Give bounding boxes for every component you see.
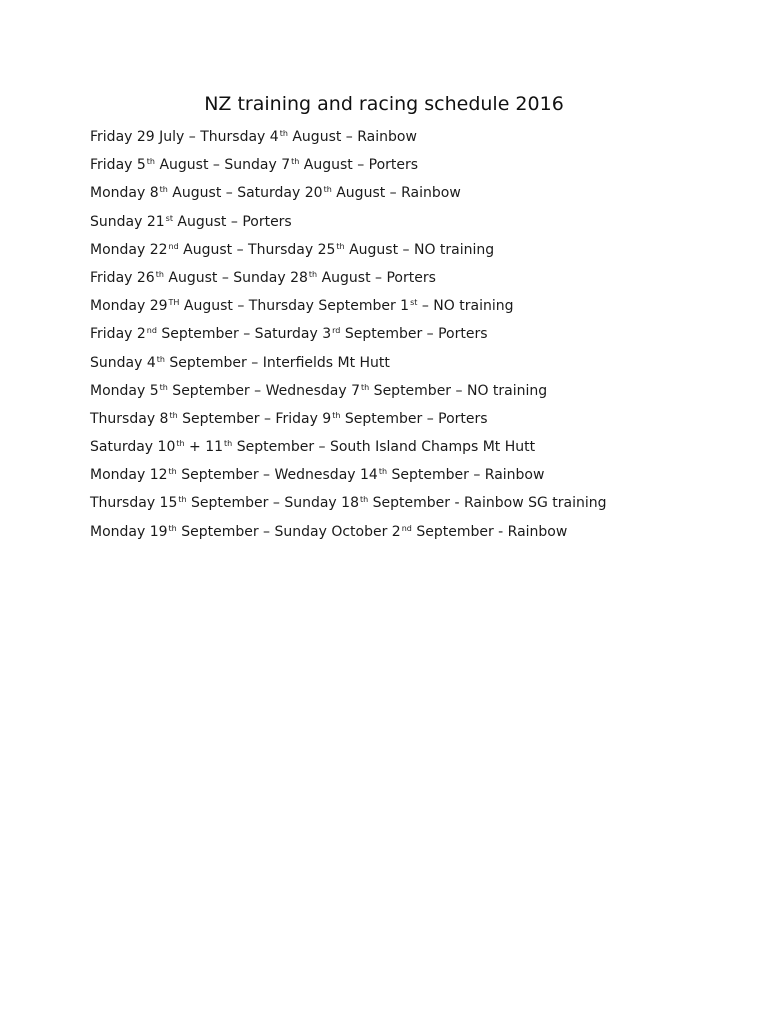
schedule-line [90,210,607,238]
schedule-text: Monday 5 [90,382,159,399]
ordinal-suffix: th [159,185,168,195]
schedule-line [90,379,607,407]
ordinal-suffix: st [410,298,418,308]
ordinal-suffix: th [156,354,165,364]
ordinal-suffix: TH [168,298,180,308]
ordinal-suffix: th [378,467,388,477]
schedule-text: August – Saturday 20 [167,185,323,202]
schedule-line [90,266,607,294]
schedule-text: September – Wednesday 14 [176,467,378,484]
schedule-text: September – NO training [369,382,548,399]
schedule-text: Friday 5 [90,157,146,174]
schedule-text: August – Rainbow [331,185,461,202]
ordinal-suffix: th [291,157,300,167]
schedule-text: August – Rainbow [287,129,417,145]
page-title: NZ training and racing schedule 2016 [204,93,564,115]
schedule-text: Monday 12 [90,467,168,484]
ordinal-suffix: th [336,241,345,251]
schedule-line [90,463,607,491]
schedule-line [90,435,607,463]
schedule-text: August – NO training [344,241,495,258]
schedule-text: Friday 2 [90,326,146,343]
ordinal-suffix: th [155,269,164,279]
schedule-text: Sunday 4 [90,354,156,371]
schedule-line [90,322,607,350]
schedule-text: September – Rainbow [387,467,545,484]
schedule-text: September - Rainbow [411,523,568,540]
schedule-text: September – Friday 9 [177,410,332,427]
ordinal-suffix: th [178,495,187,505]
schedule-text: August – Porters [172,213,292,230]
schedule-text: August – Porters [299,157,419,174]
ordinal-suffix: rd [332,326,341,336]
schedule-line [90,238,607,266]
schedule-text: Thursday 8 [90,410,169,427]
ordinal-suffix: th [279,129,288,138]
schedule-text: Sunday 21 [90,213,165,230]
schedule-text: Monday 22 [90,241,168,258]
ordinal-suffix: th [146,157,156,167]
schedule-line [90,351,607,379]
ordinal-suffix: st [165,213,173,223]
schedule-text: August – Thursday 25 [178,241,336,258]
ordinal-suffix: nd [401,523,412,533]
ordinal-suffix: th [323,185,332,195]
schedule-line [90,125,607,153]
schedule-text: September – Saturday 3 [156,326,332,343]
schedule-text: September – Porters [340,326,488,343]
schedule-text: August – Porters [317,269,436,286]
schedule-text: September – Sunday October 2 [176,523,401,540]
schedule-line [90,153,607,181]
ordinal-suffix: th [224,439,233,449]
schedule-text: September – Interfields Mt Hutt [164,354,390,371]
ordinal-suffix: th [168,523,177,533]
schedule-text: August – Thursday September 1 [179,298,410,315]
schedule-text: September - Rainbow SG training [368,495,607,512]
ordinal-suffix: th [308,269,318,279]
schedule-text: Monday 19 [90,523,168,540]
ordinal-suffix: nd [168,241,179,251]
schedule-line [90,407,607,435]
schedule-text: September – Wednesday 7 [167,382,361,399]
schedule-text: + 11 [184,439,224,456]
schedule-text: August – Sunday 7 [155,157,291,174]
schedule-text: Friday 26 [90,269,155,286]
schedule-list [90,125,607,548]
schedule-text: Saturday 10 [90,439,176,456]
schedule-line [90,294,607,322]
schedule-text: September – South Island Champs Mt Hutt [232,439,536,456]
ordinal-suffix: th [159,382,168,392]
schedule-line [90,491,607,519]
schedule-text: August – Sunday 28 [163,269,308,286]
schedule-text: – NO training [417,298,514,315]
schedule-text: Friday 29 July – Thursday 4 [90,129,279,145]
ordinal-suffix: th [361,382,370,392]
schedule-line [90,520,607,548]
ordinal-suffix: th [168,467,177,477]
ordinal-suffix: th [359,495,369,505]
schedule-text: Thursday 15 [90,495,178,512]
schedule-text: Monday 29 [90,298,168,315]
schedule-line [90,181,607,209]
schedule-text: Monday 8 [90,185,159,202]
ordinal-suffix: th [169,410,178,420]
ordinal-suffix: nd [146,326,157,336]
ordinal-suffix: th [332,410,341,420]
ordinal-suffix: th [176,439,185,449]
schedule-text: September – Porters [340,410,488,427]
schedule-text: September – Sunday 18 [186,495,359,512]
